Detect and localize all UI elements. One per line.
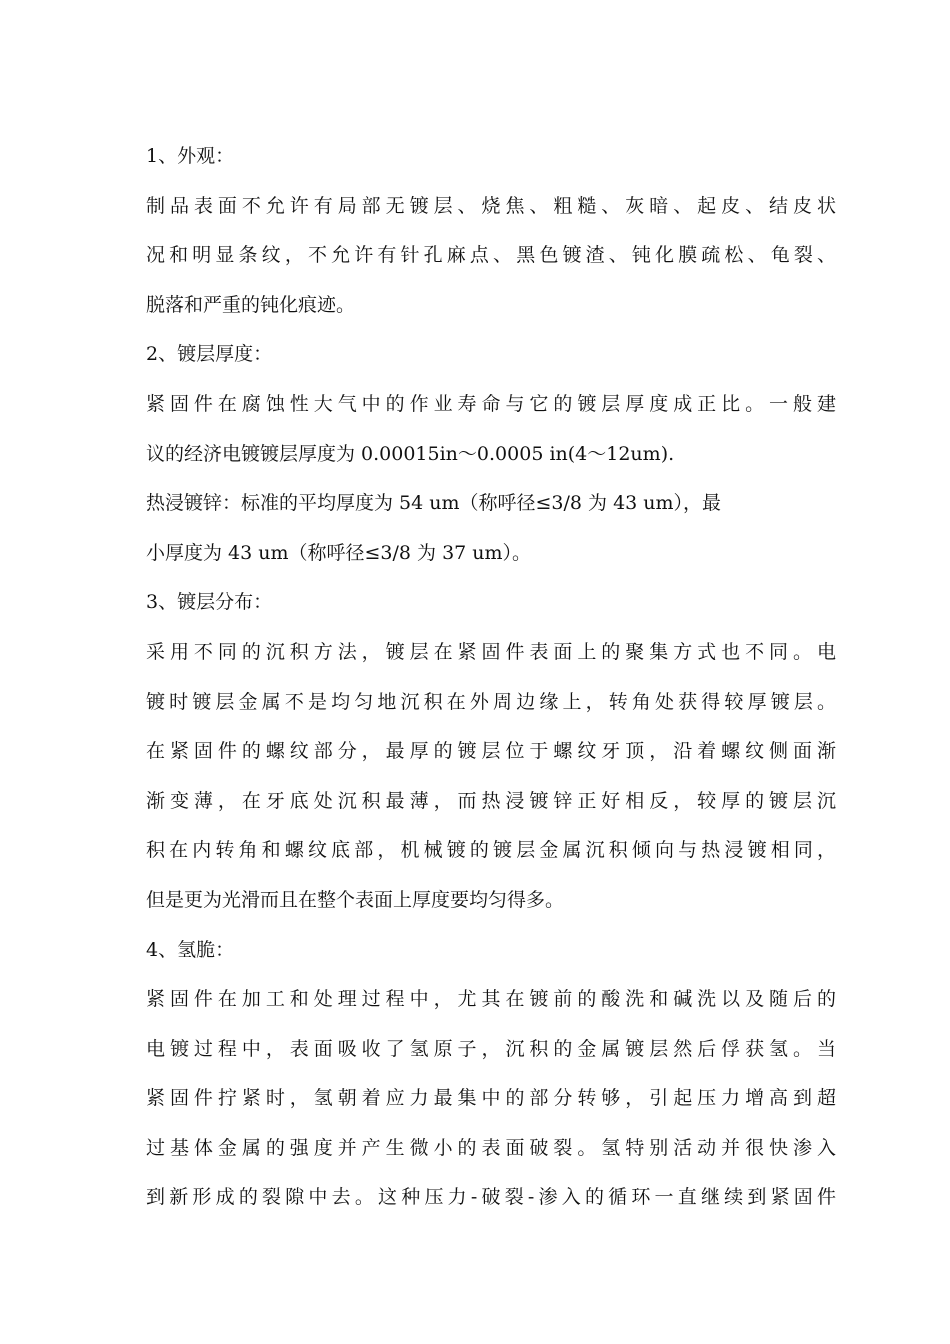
paragraph-line: 热浸镀锌：标准的平均厚度为 54 um（称呼径≤3/8 为 43 um），最	[146, 492, 722, 515]
paragraph-line: 紧固件在加工和处理过程中，尤其在镀前的酸洗和碱洗以及随后的	[146, 988, 836, 1011]
paragraph-line: 紧固件在腐蚀性大气中的作业寿命与它的镀层厚度成正比。一般建	[146, 392, 836, 415]
heading-appearance: 1、外观：	[146, 145, 235, 167]
paragraph-line: 小厚度为 43 um（称呼径≤3/8 为 37 um）。	[146, 541, 532, 564]
paragraph-line: 过基体金属的强度并产生微小的表面破裂。氢特别活动并很快渗入	[146, 1136, 836, 1159]
paragraph-line: 采用不同的沉积方法，镀层在紧固件表面上的聚集方式也不同。电	[146, 640, 836, 663]
heading-coating-distribution: 3、镀层分布：	[146, 591, 273, 614]
paragraph-line: 积在内转角和螺纹底部，机械镀的镀层金属沉积倾向与热浸镀相同，	[146, 839, 836, 862]
paragraph-line: 制品表面不允许有局部无镀层、烧焦、粗糙、灰暗、起皮、结皮状	[146, 194, 836, 217]
paragraph-line: 脱落和严重的钝化痕迹。	[146, 293, 356, 316]
paragraph-line: 在紧固件的螺纹部分，最厚的镀层位于螺纹牙顶，沿着螺纹侧面渐	[146, 740, 836, 763]
paragraph-line: 紧固件拧紧时，氢朝着应力最集中的部分转够，引起压力增高到超	[146, 1087, 836, 1110]
paragraph-line: 议的经济电镀镀层厚度为 0.00015in～0.0005 in(4～12um).	[146, 442, 675, 465]
paragraph-line: 渐变薄，在牙底处沉积最薄，而热浸镀锌正好相反，较厚的镀层沉	[146, 789, 836, 812]
document-body	[146, 132, 836, 1223]
paragraph-line: 况和明显条纹，不允许有针孔麻点、黑色镀渣、钝化膜疏松、龟裂、	[146, 244, 836, 267]
paragraph-line: 到新形成的裂隙中去。这种压力-破裂-渗入的循环一直继续到紧固件	[146, 1186, 836, 1209]
paragraph-line: 电镀过程中，表面吸收了氢原子，沉积的金属镀层然后俘获氢。当	[146, 1037, 836, 1060]
heading-hydrogen-embrittlement: 4、氢脆：	[146, 938, 235, 961]
paragraph-line: 镀时镀层金属不是均匀地沉积在外周边缘上，转角处获得较厚镀层。	[146, 690, 836, 713]
heading-coating-thickness: 2、镀层厚度：	[146, 343, 273, 366]
paragraph-line: 但是更为光滑而且在整个表面上厚度要均匀得多。	[146, 888, 565, 911]
